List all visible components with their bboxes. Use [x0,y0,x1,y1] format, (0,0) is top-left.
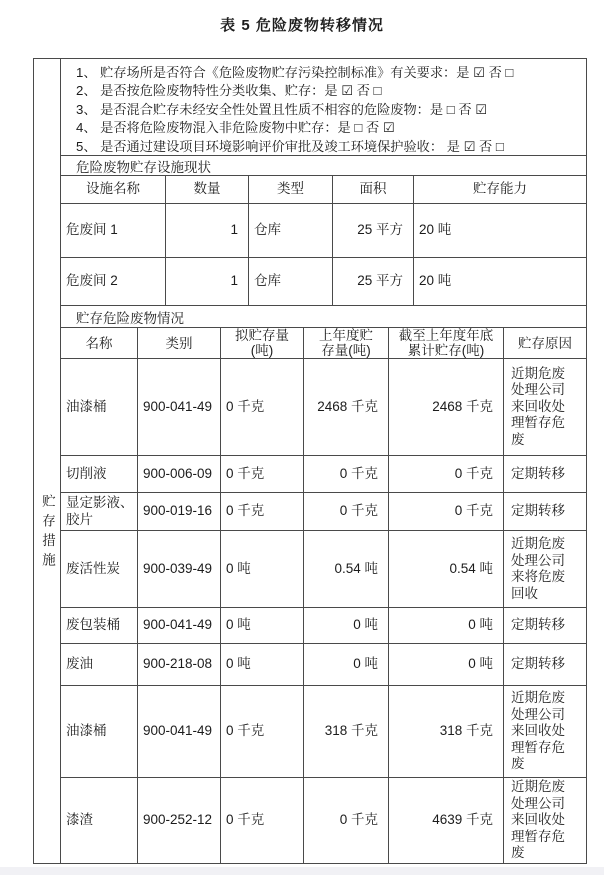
waste-cell: 2468 千克 [389,359,504,455]
waste-cell: 0 吨 [304,608,389,643]
waste-row [61,778,586,863]
waste-cell: 油漆桶 [61,359,138,455]
waste-cell: 定期转移 [511,503,565,519]
waste-header-cell: 拟贮存量 (吨) [221,328,304,358]
waste-cell: 900-039-49 [138,531,221,607]
facility-cell: 仓库 [249,204,333,257]
waste-cell: 0 吨 [389,644,504,685]
waste-cell: 900-006-09 [138,456,221,492]
page-bottom-strip [0,867,604,875]
waste-cell: 漆渣 [61,778,138,863]
facility-cell: 20 吨 [419,222,452,238]
waste-cell: 油漆桶 [61,686,138,777]
waste-row [61,456,586,493]
facility-header-cell: 设施名称 [61,176,166,203]
storage-checklist [61,59,586,156]
waste-header-row [61,328,586,359]
facility-header-cell: 面积 [333,176,414,203]
checklist-item: 5、 是否通过建设项目环境影响评价审批及竣工环境保护验收： 是 ☑ 否 □ [76,138,504,154]
waste-cell: 900-218-08 [138,644,221,685]
checklist-item: 3、 是否混合贮存未经安全性处置且性质不相容的危险废物：是 □ 否 ☑ [76,101,488,117]
facility-row [61,258,586,306]
table-content [61,59,586,863]
waste-cell: 318 千克 [304,686,389,777]
waste-cell: 废油 [61,644,138,685]
waste-cell: 0 千克 [221,686,304,777]
waste-row [61,359,586,456]
waste-row [61,531,586,608]
waste-cell: 0 千克 [304,493,389,530]
waste-cell: 0.54 吨 [304,531,389,607]
facility-cell: 25 平方 [333,204,414,257]
waste-cell: 定期转移 [511,617,565,633]
waste-cell: 900-041-49 [138,686,221,777]
waste-cell: 近期危废 处理公司 来回收处 理暂存危 废 [511,365,565,447]
waste-cell: 定期转移 [511,656,565,672]
waste-cell: 切削液 [61,456,138,492]
transfer-table [33,58,587,864]
waste-cell: 0 千克 [389,493,504,530]
waste-cell: 0 千克 [221,493,304,530]
facility-cell: 仓库 [249,258,333,305]
waste-cell: 900-041-49 [138,608,221,643]
waste-cell: 0 千克 [221,456,304,492]
waste-cell: 0 吨 [221,644,304,685]
waste-cell: 0 千克 [221,778,304,863]
waste-cell: 900-041-49 [138,359,221,455]
waste-cell: 0 吨 [304,644,389,685]
facility-row [61,204,586,258]
waste-cell: 废活性炭 [61,531,138,607]
facility-cell: 危废间 1 [61,204,166,257]
waste-cell: 0 千克 [221,359,304,455]
waste-cell: 定期转移 [511,465,565,481]
checklist-item: 2、 是否按危险废物特性分类收集、贮存：是 ☑ 否 □ [76,83,382,99]
waste-cell: 近期危废 处理公司 来回收处 理暂存危 废 [511,779,565,861]
facility-cell: 20 吨 [419,273,452,289]
facility-table-body [61,204,586,306]
waste-header-cell: 类别 [138,328,221,358]
waste-cell: 近期危废 处理公司 来将危废 回收 [511,536,565,601]
waste-row [61,686,586,778]
facility-header-cell: 贮存能力 [473,181,527,197]
waste-cell: 0 吨 [221,531,304,607]
facility-header-cell: 类型 [249,176,333,203]
waste-cell: 900-019-16 [138,493,221,530]
waste-cell: 0.54 吨 [389,531,504,607]
checklist-item: 4、 是否将危险废物混入非危险废物中贮存：是 □ 否 ☑ [76,120,395,136]
stored-waste-section-label: 贮存危险废物情况 [61,306,586,328]
waste-row [61,493,586,531]
waste-cell: 近期危废 处理公司 来回收处 理暂存危 废 [511,690,565,772]
facility-cell: 危废间 2 [61,258,166,305]
waste-header-cell: 截至上年度年底 累计贮存(吨) [389,328,504,358]
facility-cell: 25 平方 [333,258,414,305]
waste-table-body [61,359,586,863]
facility-header-cell: 数量 [166,176,249,203]
waste-cell: 4639 千克 [389,778,504,863]
waste-cell: 2468 千克 [304,359,389,455]
waste-row [61,644,586,686]
waste-cell: 0 千克 [304,778,389,863]
waste-cell: 0 吨 [221,608,304,643]
page-title: 表 5 危险废物转移情况 [220,17,384,34]
waste-header-cell: 上年度贮 存量(吨) [304,328,389,358]
waste-cell: 显定影液、 胶片 [61,493,138,530]
checklist-item: 1、 贮存场所是否符合《危险废物贮存污染控制标准》有关要求：是 ☑ 否 □ [76,65,514,80]
waste-row [61,608,586,644]
waste-header-cell: 贮存原因 [518,335,572,351]
facility-section-label: 危险废物贮存设施现状 [61,156,586,176]
waste-cell: 0 千克 [304,456,389,492]
storage-measures-column [34,59,61,863]
waste-cell: 0 千克 [389,456,504,492]
waste-cell: 318 千克 [389,686,504,777]
facility-cell: 1 [166,258,249,305]
waste-cell: 废包装桶 [61,608,138,643]
storage-measures-label: 贮存措施 [40,494,55,573]
waste-cell: 900-252-12 [138,778,221,863]
facility-cell: 1 [166,204,249,257]
waste-header-cell: 名称 [61,328,138,358]
waste-cell: 0 吨 [389,608,504,643]
facility-header-row [61,176,586,204]
